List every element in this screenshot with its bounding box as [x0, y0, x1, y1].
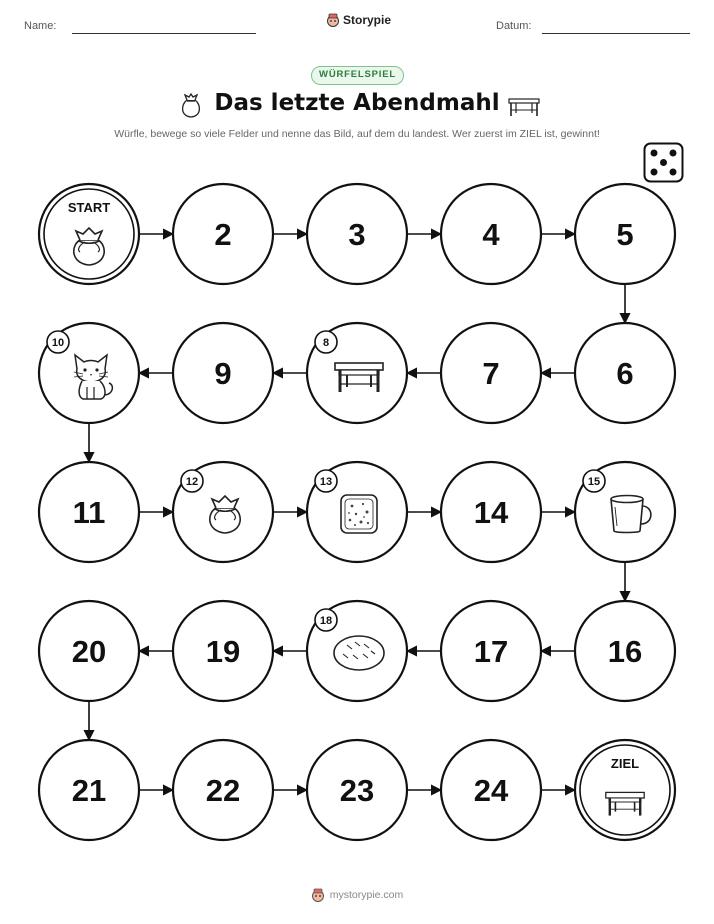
cell-number: 22: [205, 773, 241, 808]
cell-number: 17: [473, 634, 509, 669]
name-label: Name:: [24, 20, 57, 32]
date-label: Datum:: [496, 20, 532, 32]
sack-icon: [74, 228, 104, 265]
board-cell-25: [575, 740, 675, 840]
finish-label: ZIEL: [610, 756, 640, 771]
cell-number: 24: [473, 773, 509, 808]
board-cell-20: [39, 601, 139, 701]
board-cell-9: [173, 323, 273, 423]
board-cell-19: [173, 601, 273, 701]
board-cell-23: [307, 740, 407, 840]
board-cell-11: [39, 462, 139, 562]
board-cell-24: [441, 740, 541, 840]
cell-number: 19: [205, 634, 241, 669]
sack-icon: [210, 496, 240, 533]
cell-number: 9: [214, 356, 232, 391]
board-cell-2: [173, 184, 273, 284]
cell-number: 12: [185, 476, 199, 488]
start-label: START: [67, 200, 111, 215]
board-cells: [39, 184, 675, 840]
bread-loaf-icon: [334, 636, 384, 670]
flatbread-icon: [341, 495, 377, 533]
board-cell-18: [307, 601, 407, 701]
board-cell-4: [441, 184, 541, 284]
cell-number: 13: [319, 476, 333, 488]
footer: [0, 888, 714, 902]
cell-number: 11: [72, 495, 106, 530]
board-cell-14: [441, 462, 541, 562]
footer-url: mystorypie.com: [329, 889, 404, 901]
board-cell-16: [575, 601, 675, 701]
board-cell-12: [173, 462, 273, 562]
cell-number: 7: [482, 356, 500, 391]
cell-number: 20: [71, 634, 107, 669]
cell-number: 14: [473, 495, 509, 530]
board-cell-21: [39, 740, 139, 840]
board-cell-13: [307, 462, 407, 562]
board-cell-8: [307, 323, 407, 423]
board-cell-1: [39, 184, 139, 284]
board-cell-22: [173, 740, 273, 840]
board-cell-15: [575, 462, 675, 562]
cell-number: 16: [607, 634, 643, 669]
cell-number: 6: [616, 356, 634, 391]
cell-number: 8: [322, 337, 330, 349]
cell-number: 23: [339, 773, 375, 808]
board-cell-3: [307, 184, 407, 284]
cell-number: 5: [616, 217, 634, 252]
game-type-badge: WÜRFELSPIEL: [311, 66, 404, 85]
cell-number: 15: [587, 476, 601, 488]
board-cell-5: [575, 184, 675, 284]
board-cell-17: [441, 601, 541, 701]
page-title: Das letzte Abendmahl: [214, 90, 500, 116]
cell-number: 10: [51, 337, 65, 349]
board-cell-6: [575, 323, 675, 423]
board-cell-10: [39, 323, 139, 423]
storypie-mascot-icon: [311, 888, 325, 902]
cell-number: 18: [319, 615, 333, 627]
cell-number: 3: [348, 217, 366, 252]
brand-name: Storypie: [343, 13, 392, 27]
instructions: Würfle, bewege so viele Felder und nenne das Bild, auf dem du landest. Wer zuerst im ZIEL ist, gewinnt!: [114, 128, 600, 140]
board-cell-7: [441, 323, 541, 423]
cell-number: 4: [482, 217, 500, 252]
cell-number: 21: [71, 773, 107, 808]
cell-number: 2: [214, 217, 232, 252]
